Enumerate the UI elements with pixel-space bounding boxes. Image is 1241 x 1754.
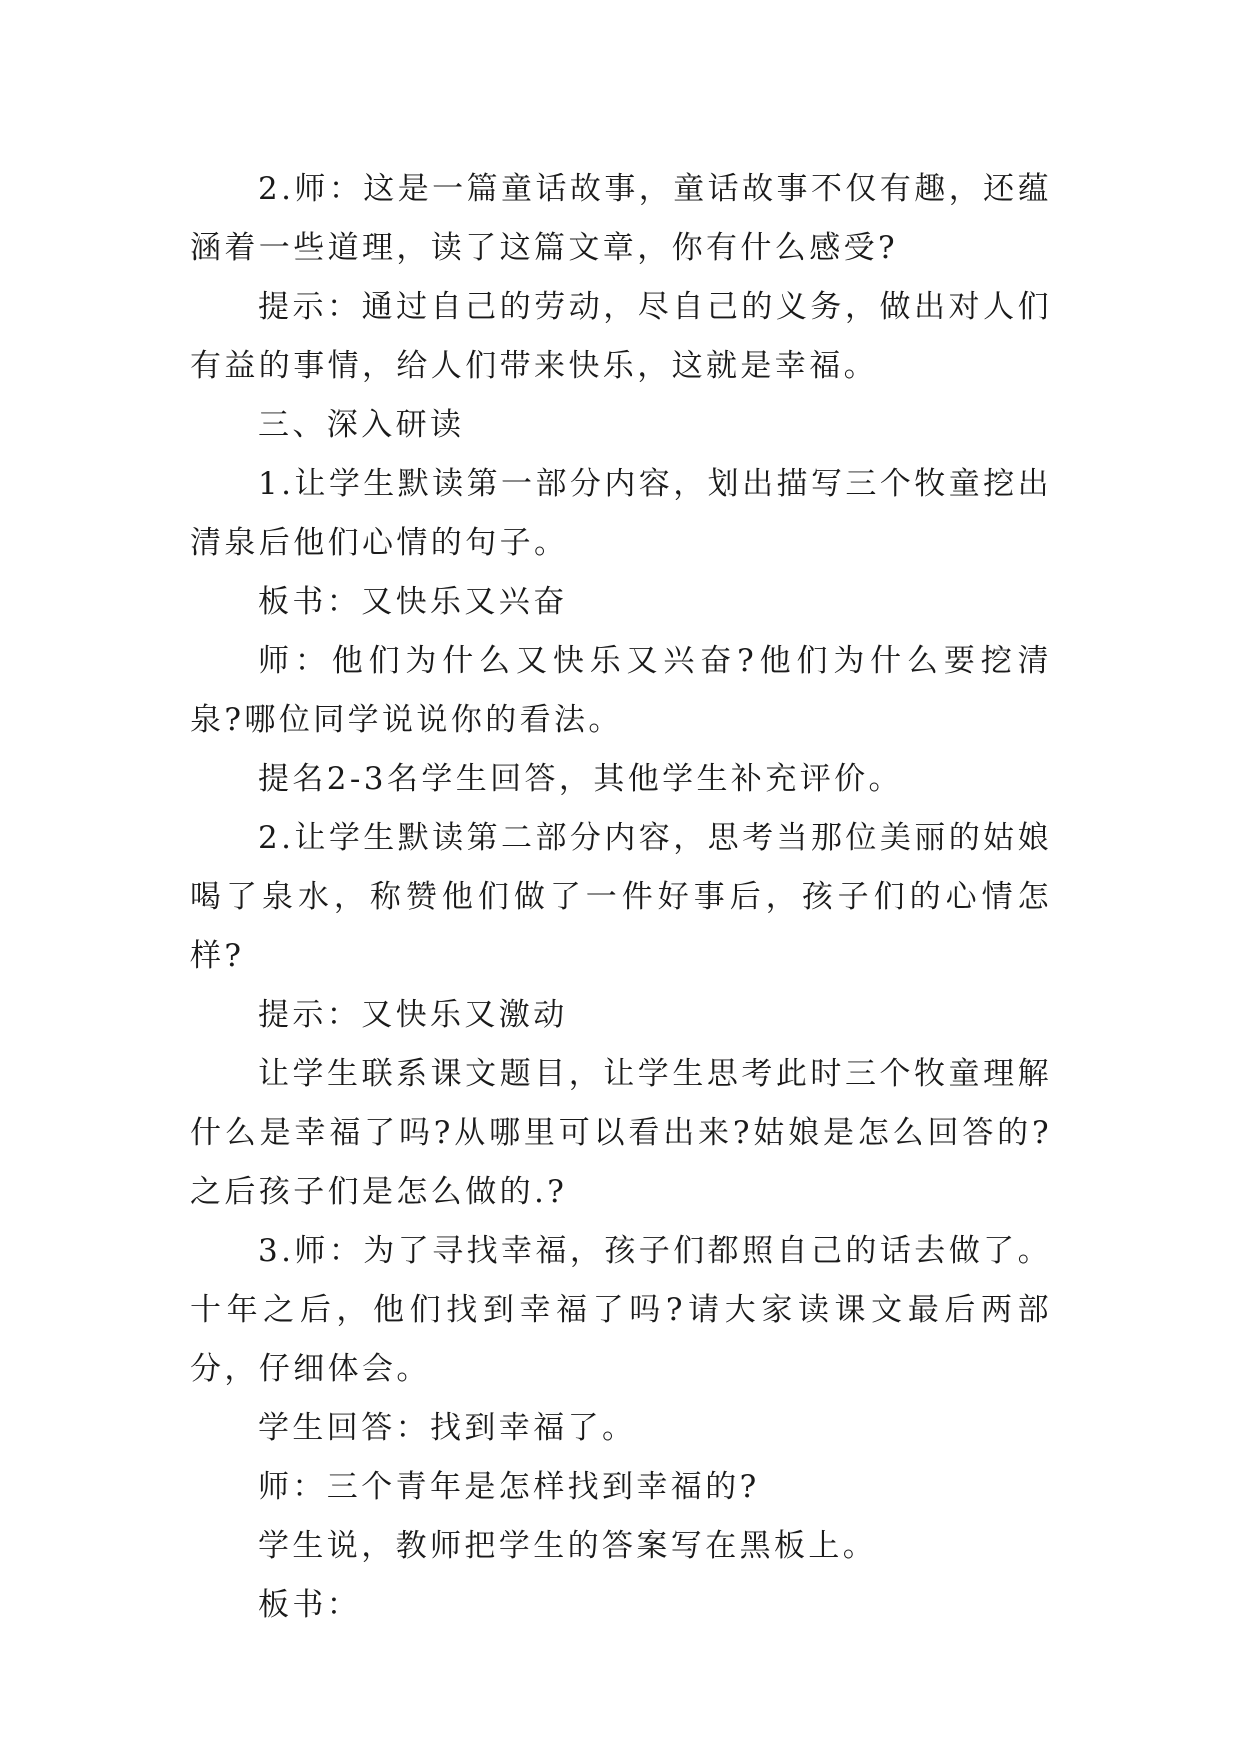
paragraph-hint-2: 提示：又快乐又激动: [258, 997, 568, 1033]
paragraph-student-answer-2: 学生回答：找到幸福了。: [258, 1410, 637, 1446]
paragraph-board-note-1: 板书：又快乐又兴奋: [258, 584, 568, 620]
paragraph-board-note-2: 板书：: [258, 1587, 362, 1623]
paragraph-hint-1: 提示：通过自己的劳动，尽自己的义务，做出对人们有益的事情，给人们带来快乐，这就是幸福。: [190, 289, 1052, 384]
paragraph-step-2: 2.让学生默读第二部分内容，思考当那位美丽的姑娘喝了泉水，称赞他们做了一件好事后，孩子们的心情怎样?: [190, 820, 1052, 974]
paragraph-teacher-question-1: 2.师：这是一篇童话故事，童话故事不仅有趣，还蕴涵着一些道理，读了这篇文章，你有什么感受?: [190, 171, 1052, 266]
paragraph-student-answer-1: 提名2-3名学生回答，其他学生补充评价。: [258, 761, 903, 797]
paragraph-student-answer-3: 学生说，教师把学生的答案写在黑板上。: [258, 1528, 878, 1564]
paragraph-step-1: 1.让学生默读第一部分内容，划出描写三个牧童挖出清泉后他们心情的句子。: [190, 466, 1052, 561]
document-page: [190, 160, 1052, 1635]
paragraph-reflection: 让学生联系课文题目，让学生思考此时三个牧童理解什么是幸福了吗?从哪里可以看出来?姑娘是怎么回答的?之后孩子们是怎么做的.?: [190, 1056, 1052, 1210]
paragraph-step-3: 3.师：为了寻找幸福，孩子们都照自己的话去做了。十年之后，他们找到幸福了吗?请大家读课文最后两部分，仔细体会。: [190, 1233, 1052, 1387]
section-heading-deep-reading: 三、深入研读: [258, 407, 465, 443]
paragraph-teacher-question-3: 师：三个青年是怎样找到幸福的?: [258, 1469, 760, 1505]
paragraph-teacher-question-2: 师：他们为什么又快乐又兴奋?他们为什么要挖清泉?哪位同学说说你的看法。: [190, 643, 1052, 738]
